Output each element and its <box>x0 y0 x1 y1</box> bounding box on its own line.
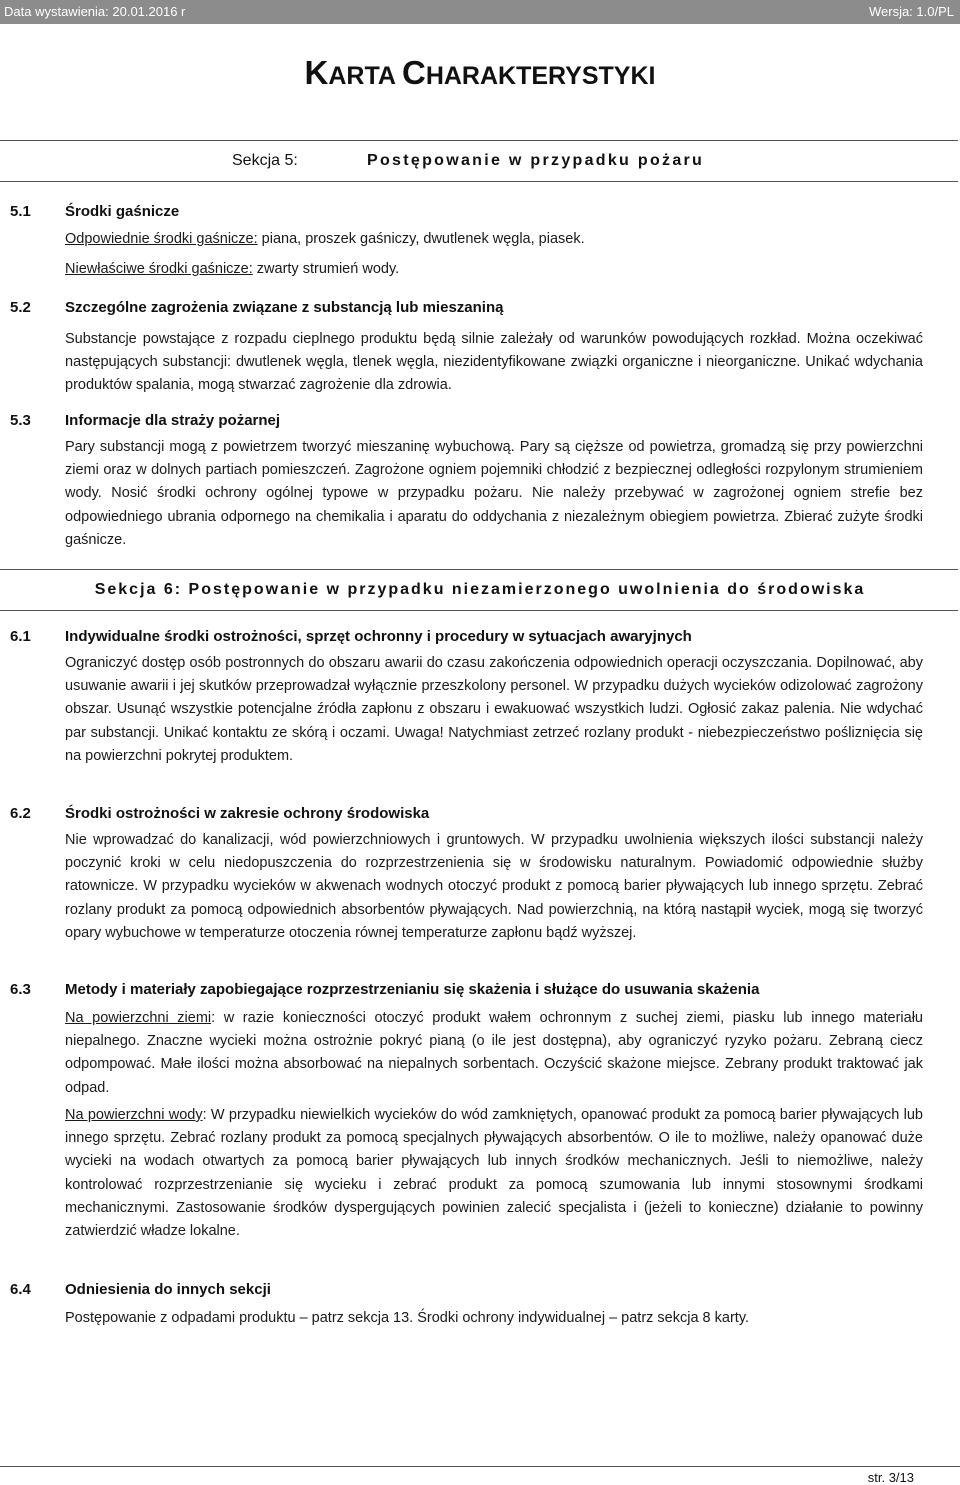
section-6-3-number: 6.3 <box>10 981 31 998</box>
section-6-4-text: Postępowanie z odpadami produktu – patrz sekcja 13. Środki ochrony indywidualnej – patrz sekcja 8 karty. <box>65 1310 750 1326</box>
document-title: KARTA CHARAKTERYSTYKI <box>304 54 656 91</box>
section-6-3-water-text: Na powierzchni wody: W przypadku niewielkich wycieków do wód zamkniętych, opanować produkt za pomocą barier pływających lub innego sprzętu. Zebrać rozlany produkt za pomocą specjalnych pływających absorbentów. O ile to możliwe, należy opanować duże wycieki na wodach otwartych za pomocą barier pływających lub innych środków mechanicznych. Jeśli to niemożliwe, należy kontrolować rozprzestrzenianie się wycieku i zebrać produkt za pomocą szumowania lub innymi stosownymi środkami mechanicznymi. Zastosowanie środków dyspergujących powinien zalecić specjalista i (jeżeli to konieczne) działanie to powinny zatwierdzić władze lokalne. <box>65 1107 923 1240</box>
section-6-title: Sekcja 6: Postępowanie w przypadku niezamierzonego uwolnienia do środowiska <box>94 581 866 598</box>
section-5-3-text: Pary substancji mogą z powietrzem tworzyć mieszaninę wybuchową. Pary są cięższe od powietrza, gromadzą się przy powierzchni ziemi oraz w dolnych partiach pomieszczeń. Zagrożone ogniem pojemniki chłodzić z bezpiecznej odległości rozpylonym strumieniem wody. Nosić środki ochrony ogólnej typowe w przypadku pożaru. Nie należy przebywać w zagrożonej ogniem strefie bez odpowiedniego ubrania odpornego na chemikalia i aparatu do oddychania z niezależnym obiegiem powietrza. Zbierać zużyte środki gaśnicze. <box>65 439 923 548</box>
suitable-extinguishers-line: Odpowiednie środki gaśnicze: piana, proszek gaśniczy, dwutlenek węgla, piasek. <box>65 231 585 247</box>
unsuitable-extinguishers-line: Niewłaściwe środki gaśnicze: zwarty strumień wody. <box>65 261 400 277</box>
section-6-3-title: Metody i materiały zapobiegające rozprzestrzenianiu się skażenia i służące do usuwania skażenia <box>65 981 760 998</box>
section-6-1-text: Ograniczyć dostęp osób postronnych do obszaru awarii do czasu zakończenia odpowiednich operacji oczyszczania. Dopilnować, aby usuwanie awarii i jej skutków przeprowadzał wyłącznie przeszkolony personel. W przypadku dużych wycieków odizolować zagrożony obszar. Usunąć wszystkie potencjalne źródła zapłonu z obszaru i ewakuować wszystkich ludzi. Ogłosić zakaz palenia. Nie wdychać par substancji. Unikać kontaktu ze skórą i oczami. Uwaga! Natychmiast zetrzeć rozlany produkt - niebezpieczeństwo pośliznięcia się na powierzchni pokrytej produktem. <box>65 655 923 764</box>
section-5-3-number: 5.3 <box>10 412 31 429</box>
footer-divider <box>0 1466 960 1467</box>
section-6-3-ground-text: Na powierzchni ziemi: w razie konieczności otoczyć produkt wałem ochronnym z suchej ziemi, piasku lub innego materiału niepalnego. Znaczne wycieki można ostrożnie pokryć pianą (o ile jest dostępna), aby ograniczyć ryzyko pożaru. Zebraną ciecz odpompować. Małe ilości można absorbować na niepalnych sorbentach. Oczyścić skażone miejsce. Zebrany produkt traktować jak odpad. <box>65 1010 923 1096</box>
section-5-2-number: 5.2 <box>10 299 31 316</box>
issue-date: Data wystawienia: 20.01.2016 r <box>4 4 186 19</box>
section-6-2-number: 6.2 <box>10 805 31 822</box>
section-6-4-title: Odniesienia do innych sekcji <box>65 1281 271 1298</box>
section-5-title: Postępowanie w przypadku pożaru <box>367 152 705 169</box>
section-5-1-number: 5.1 <box>10 203 31 220</box>
version-label: Wersja: 1.0/PL <box>868 4 954 19</box>
section-5-2-text: Substancje powstające z rozpadu cieplnego produktu będą silnie zależały od warunków powodujących rozkład. Można oczekiwać następujących substancji: dwutlenek węgla, tlenek węgla, niezidentyfikowane związki organiczne i nieorganiczne. Unikać wdychania produktów spalania, mogą stwarzać zagrożenie dla zdrowia. <box>65 331 923 394</box>
page-number: str. 3/13 <box>867 1470 914 1485</box>
section-6-1-number: 6.1 <box>10 628 31 645</box>
section-5-1-title: Środki gaśnicze <box>65 203 180 220</box>
header-bar <box>0 0 960 24</box>
section-5-label: Sekcja 5: <box>232 152 298 169</box>
section-5-3-title: Informacje dla straży pożarnej <box>65 412 281 429</box>
section-6-1-title: Indywidualne środki ostrożności, sprzęt ochronny i procedury w sytuacjach awaryjnych <box>65 628 692 645</box>
section-6-2-title: Środki ostrożności w zakresie ochrony środowiska <box>65 805 430 822</box>
section-5-2-title: Szczególne zagrożenia związane z substancją lub mieszaniną <box>65 299 504 316</box>
section-6-4-number: 6.4 <box>10 1281 31 1298</box>
section-6-2-text: Nie wprowadzać do kanalizacji, wód powierzchniowych i gruntowych. W przypadku uwolnienia większych ilości substancji należy poczynić kroki w celu niedopuszczenia do rozprzestrzenienia się w środowisku naturalnym. Powiadomić odpowiednie służby ratownicze. W przypadku wycieków w akwenach wodnych otoczyć produkt z pomocą barier pływających lub innego sprzętu. Zebrać rozlany produkt za pomocą odpowiednich absorbentów pływających. Nad powierzchnią, na którą nastąpił wyciek, mogą się tworzyć opary wybuchowe w temperaturze otoczenia równej temperaturze zapłonu bądź wyższej. <box>65 832 923 941</box>
